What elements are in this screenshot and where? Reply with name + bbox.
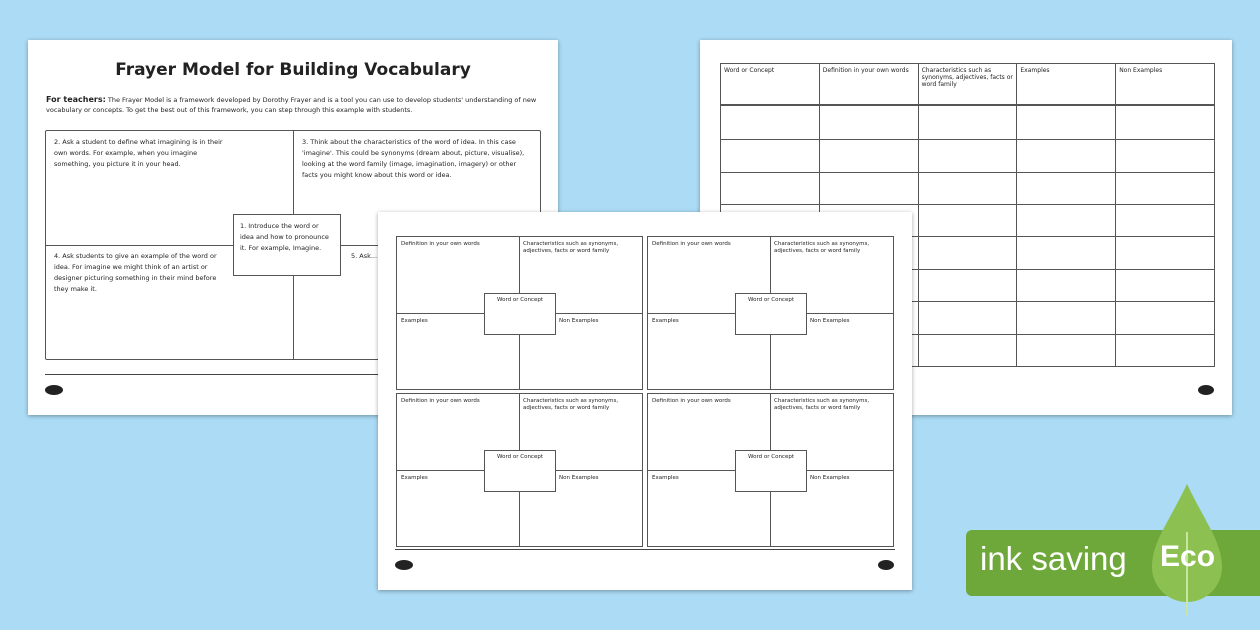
table-cell[interactable] — [918, 204, 1017, 236]
badge-text: ink saving — [980, 540, 1127, 577]
intro — [46, 95, 546, 115]
table-cell[interactable] — [1116, 269, 1215, 301]
step-4: 4. Ask students to give an example of the word or idea. For imagine we might think of an artist or designer picturing something in their mind before they make it. — [54, 252, 217, 293]
table-cell[interactable] — [918, 105, 1017, 140]
table-cell[interactable] — [721, 105, 820, 140]
step-1: 1. Introduce the word or idea and how to pronounce it. For example, Imagine. — [233, 214, 341, 276]
table-header: Non Examples — [1116, 64, 1215, 106]
table-cell[interactable] — [918, 269, 1017, 301]
table-cell[interactable] — [1116, 172, 1215, 204]
table-cell[interactable] — [819, 105, 918, 140]
logo-icon — [45, 385, 63, 395]
eco-label: Eco — [1160, 540, 1216, 573]
table-cell[interactable] — [918, 302, 1017, 334]
step-5: 5. Ask... — [351, 252, 378, 260]
intro-label: For teachers: — [46, 95, 106, 104]
definition-label: Definition in your own words — [652, 241, 731, 247]
worksheet-frayer-grids — [378, 212, 912, 590]
table-cell[interactable] — [1116, 302, 1215, 334]
examples-label: Examples — [652, 475, 679, 481]
table-cell[interactable] — [1116, 140, 1215, 172]
table-cell[interactable] — [1116, 204, 1215, 236]
table-cell[interactable] — [721, 172, 820, 204]
table-cell[interactable] — [918, 140, 1017, 172]
table-cell[interactable] — [1017, 172, 1116, 204]
characteristics-label: Characteristics such as synonyms, adjectives, facts or word family — [774, 398, 870, 411]
table-cell[interactable] — [721, 140, 820, 172]
non-examples-label: Non Examples — [559, 475, 599, 481]
worksheet-title: Frayer Model for Building Vocabulary — [115, 60, 471, 80]
table-cell[interactable] — [1017, 269, 1116, 301]
table-cell[interactable] — [819, 172, 918, 204]
table-cell[interactable] — [1017, 302, 1116, 334]
characteristics-label: Characteristics such as synonyms, adjectives, facts or word family — [523, 398, 619, 411]
table-cell[interactable] — [918, 172, 1017, 204]
non-examples-label: Non Examples — [810, 318, 850, 324]
word-or-concept-box: Word or Concept — [484, 293, 556, 335]
definition-label: Definition in your own words — [401, 241, 480, 247]
non-examples-label: Non Examples — [810, 475, 850, 481]
word-or-concept-box: Word or Concept — [735, 450, 807, 492]
examples-label: Examples — [401, 475, 428, 481]
examples-label: Examples — [401, 318, 428, 324]
intro-text: The Frayer Model is a framework developed by Dorothy Frayer and is a tool you can use to develop students' understanding of new vocabulary or concepts. To get the best out of this framework, you can step through this example with students. — [46, 96, 537, 114]
table-cell[interactable] — [918, 237, 1017, 269]
table-header: Definition in your own words — [819, 64, 918, 106]
table-header: Examples — [1017, 64, 1116, 106]
table-cell[interactable] — [1017, 237, 1116, 269]
table-cell[interactable] — [819, 140, 918, 172]
definition-label: Definition in your own words — [401, 398, 480, 404]
table-cell[interactable] — [1017, 140, 1116, 172]
table-cell[interactable] — [918, 334, 1017, 366]
step-3: 3. Think about the characteristics of the word of idea. In this case 'imagine'. This could be synonyms (dream about, picture, visualise), looking at the word family (image, imagination, imagery) or other facts you might know about this word or idea. — [302, 138, 525, 179]
frayer-grid — [396, 236, 643, 390]
table-cell[interactable] — [1116, 334, 1215, 366]
table-row — [721, 105, 1215, 140]
logo-icon — [395, 560, 413, 570]
table-row — [721, 140, 1215, 172]
logo-icon — [878, 560, 894, 570]
characteristics-label: Characteristics such as synonyms, adjectives, facts or word family — [774, 241, 870, 254]
table-cell[interactable] — [1017, 105, 1116, 140]
table-cell[interactable] — [1017, 204, 1116, 236]
definition-label: Definition in your own words — [652, 398, 731, 404]
table-header: Characteristics such as synonyms, adjectives, facts or word family — [918, 64, 1017, 106]
word-or-concept-box: Word or Concept — [484, 450, 556, 492]
table-cell[interactable] — [1116, 237, 1215, 269]
table-cell[interactable] — [1017, 334, 1116, 366]
non-examples-label: Non Examples — [559, 318, 599, 324]
frayer-grid — [647, 393, 894, 547]
frayer-grid — [647, 236, 894, 390]
word-or-concept-box: Word or Concept — [735, 293, 807, 335]
frayer-grid — [396, 393, 643, 547]
table-cell[interactable] — [1116, 105, 1215, 140]
examples-label: Examples — [652, 318, 679, 324]
logo-icon — [1198, 385, 1214, 395]
table-row — [721, 172, 1215, 204]
table-header: Word or Concept — [721, 64, 820, 106]
characteristics-label: Characteristics such as synonyms, adjectives, facts or word family — [523, 241, 619, 254]
step-2: 2. Ask a student to define what imagining is in their own words. For example, when you imagine something, you picture it in your head. — [54, 138, 223, 168]
